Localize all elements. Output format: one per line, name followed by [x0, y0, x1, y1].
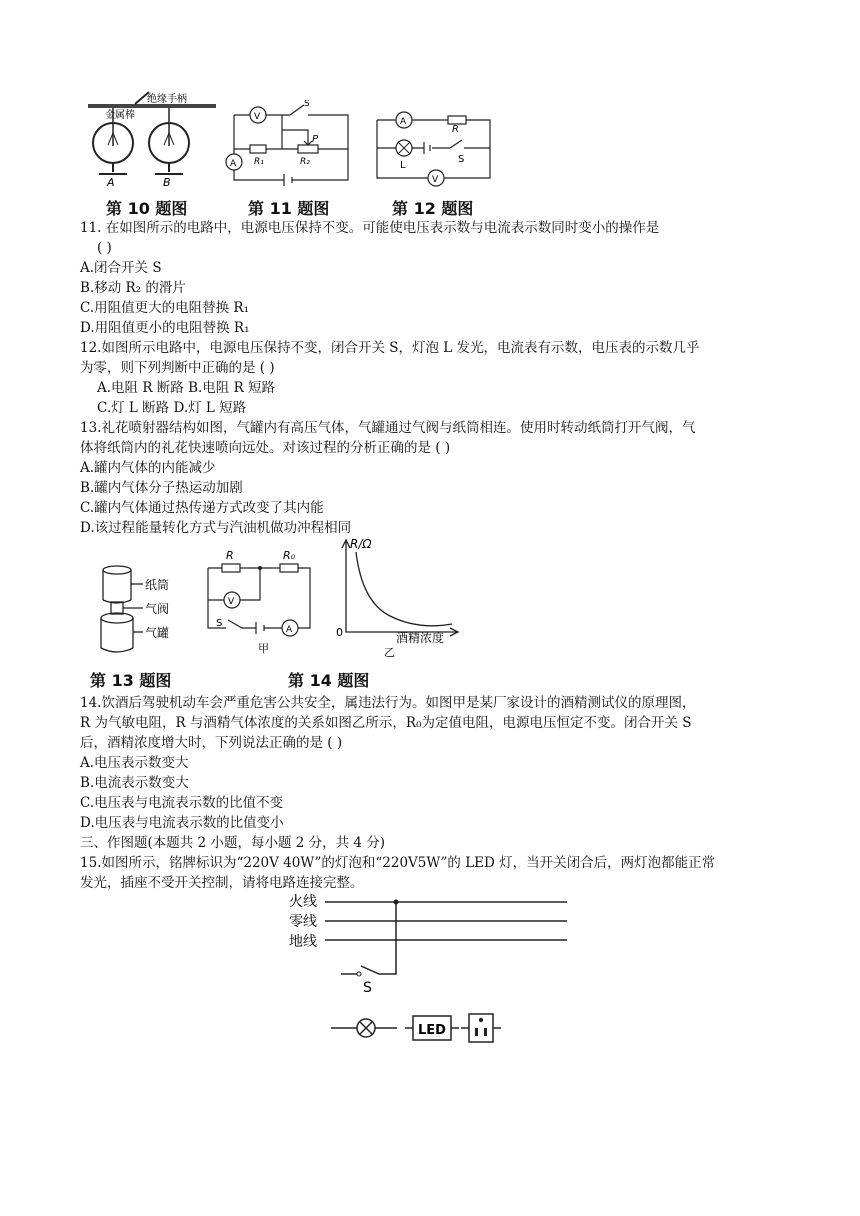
svg-text:R: R: [452, 124, 459, 135]
svg-text:S: S: [363, 980, 372, 996]
svg-text:乙: 乙: [384, 646, 395, 659]
svg-text:R: R: [226, 549, 234, 562]
q13-option-d: D.该过程能量转化方式与汽油机做功冲程相同: [80, 520, 352, 536]
q13-option-a: A.罐内气体的内能减少: [80, 460, 216, 476]
q11-option-c: C.用阻值更大的电阻替换 R₁: [80, 300, 250, 316]
q14-option-a: A.电压表示数变大: [80, 755, 189, 771]
q11-option-a: A.闭合开关 S: [80, 260, 162, 276]
figure-10-caption: 第 10 题图: [106, 199, 188, 218]
svg-text:R₀: R₀: [283, 549, 296, 562]
q11-option-d: D.用阻值更小的电阻替换 R₁: [80, 320, 250, 336]
q12-line2: 为零，则下列判断中正确的是 ( ): [80, 360, 275, 376]
q11-option-b: B.移动 R₂ 的滑片: [80, 280, 186, 296]
q13-option-b: B.罐内气体分子热运动加剧: [80, 480, 243, 496]
q14-option-c: C.电压表与电流表示数的比值不变: [80, 795, 284, 811]
figure-10: [85, 88, 220, 188]
figure-12: [372, 110, 497, 190]
q11-blank: ( ): [97, 240, 112, 256]
svg-text:V: V: [254, 112, 261, 122]
q12-options-row1: A.电阻 R 断路 B.电阻 R 短路: [97, 380, 276, 396]
svg-text:S: S: [304, 100, 310, 109]
figure-14-circuit: [200, 548, 320, 658]
svg-text:R₂: R₂: [300, 157, 310, 167]
figure-13: [95, 560, 195, 660]
q14-option-d: D.电压表与电流表示数的比值变小: [80, 815, 284, 831]
svg-text:酒精浓度: 酒精浓度: [396, 631, 445, 645]
svg-text:A: A: [400, 117, 407, 127]
svg-text:S: S: [216, 618, 223, 629]
svg-text:A: A: [286, 625, 293, 635]
q14-line1: 14.饮酒后驾驶机动车会严重危害公共安全，属违法行为。如图甲是某厂家设计的酒精测试仪的原理图，: [80, 695, 696, 711]
svg-text:LED: LED: [418, 1023, 446, 1038]
figure-14-caption: 第 14 题图: [288, 671, 370, 690]
svg-text:纸筒: 纸筒: [145, 578, 170, 592]
svg-text:零线: 零线: [289, 914, 317, 930]
svg-text:L: L: [400, 160, 406, 171]
figure-12-caption: 第 12 题图: [392, 199, 474, 218]
section-3-heading: 三、作图题(本题共 2 小题，每小题 2 分，共 4 分): [80, 835, 386, 851]
svg-text:地线: 地线: [289, 934, 317, 950]
q12-options-row2: C.灯 L 断路 D.灯 L 短路: [97, 400, 247, 416]
figure-11: [220, 100, 360, 190]
q12-line1: 12.如图所示电路中，电源电压保持不变，闭合开关 S，灯泡 L 发光，电流表有示数，电压表的示数几乎: [80, 340, 700, 356]
svg-text:绝缘手柄: 绝缘手柄: [147, 94, 187, 105]
svg-text:气阀: 气阀: [145, 602, 170, 616]
svg-text:火线: 火线: [289, 894, 317, 910]
q13-option-c: C.罐内气体通过热传递方式改变了其内能: [80, 500, 324, 516]
svg-text:甲: 甲: [258, 642, 269, 655]
svg-text:V: V: [228, 597, 235, 607]
figure-14-graph: [330, 532, 465, 660]
svg-text:A: A: [107, 176, 115, 188]
q14-line3: 后，酒精浓度增大时，下列说法正确的是 ( ): [80, 735, 343, 751]
svg-text:P: P: [312, 134, 319, 145]
q15-line1: 15.如图所示，铭牌标识为“220V 40W”的灯泡和“220V5W”的 LED 灯，当开关闭合后，两灯泡都能正常: [80, 855, 716, 871]
svg-text:A: A: [230, 159, 237, 169]
svg-text:S: S: [458, 154, 465, 165]
svg-text:V: V: [432, 175, 439, 185]
q13-line1: 13.礼花喷射器结构如图，气罐内有高压气体，气罐通过气阀与纸筒相连。使用时转动纸筒打开气阀，气: [80, 420, 696, 436]
figure-13-caption: 第 13 题图: [90, 671, 172, 690]
svg-text:金属棒: 金属棒: [105, 110, 135, 121]
q13-line2: 体将纸筒内的礼花快速喷向远处。对该过程的分析正确的是 ( ): [80, 440, 451, 456]
figure-15: [285, 888, 575, 1053]
q15-line2: 发光，插座不受开关控制，请将电路连接完整。: [80, 875, 364, 891]
svg-text:气罐: 气罐: [145, 626, 170, 640]
q11-stem: 11. 在如图所示的电路中，电源电压保持不变。可能使电压表示数与电流表示数同时变小的操作是: [80, 220, 660, 236]
svg-text:0: 0: [336, 626, 343, 639]
svg-text:R₁: R₁: [254, 157, 264, 167]
q14-line2: R 为气敏电阻，R 与酒精气体浓度的关系如图乙所示，R₀为定值电阻，电源电压恒定不变。闭合开关 S: [80, 715, 692, 731]
svg-text:R/Ω: R/Ω: [350, 537, 372, 551]
q14-option-b: B.电流表示数变大: [80, 775, 189, 791]
figure-11-caption: 第 11 题图: [248, 199, 330, 218]
svg-text:B: B: [163, 176, 171, 188]
